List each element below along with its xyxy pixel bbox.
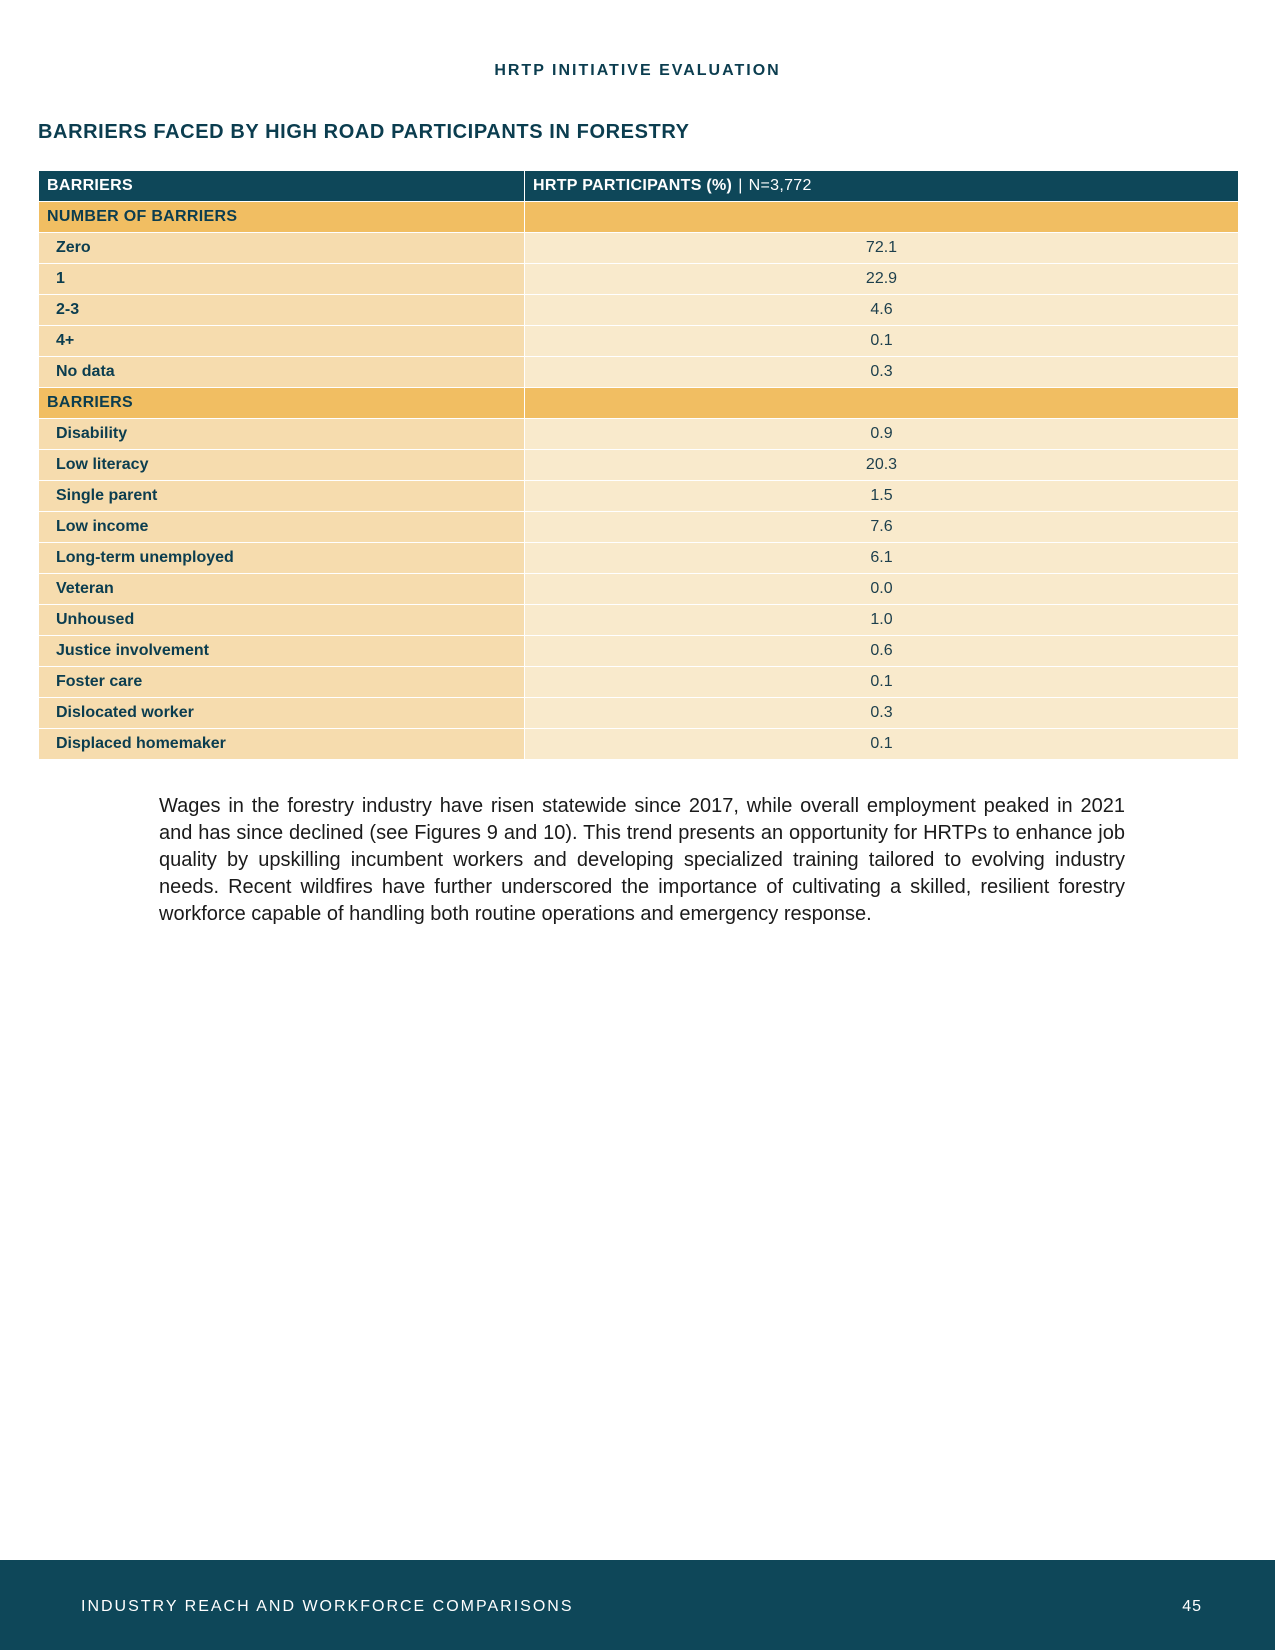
table-row bbox=[39, 481, 1239, 512]
table-row bbox=[39, 264, 1239, 295]
table-row bbox=[39, 512, 1239, 543]
participant-percentage: 72.1 bbox=[525, 233, 1239, 264]
participant-percentage: 0.0 bbox=[525, 574, 1239, 605]
page-number: 45 bbox=[1182, 1598, 1202, 1615]
barrier-label: No data bbox=[39, 357, 525, 388]
participant-percentage: 4.6 bbox=[525, 295, 1239, 326]
table-header bbox=[39, 171, 1239, 202]
participant-percentage: 0.9 bbox=[525, 419, 1239, 450]
participant-percentage: 0.6 bbox=[525, 636, 1239, 667]
barrier-label: 1 bbox=[39, 264, 525, 295]
participants-header-label: HRTP PARTICIPANTS (%) bbox=[533, 177, 733, 194]
running-header: HRTP INITIATIVE EVALUATION bbox=[494, 62, 781, 79]
barrier-label: Low income bbox=[39, 512, 525, 543]
barrier-label: Veteran bbox=[39, 574, 525, 605]
table-group-row bbox=[39, 202, 1239, 233]
participant-percentage: 0.1 bbox=[525, 326, 1239, 357]
participant-percentage: 22.9 bbox=[525, 264, 1239, 295]
group-label: BARRIERS bbox=[39, 388, 525, 419]
table-row bbox=[39, 450, 1239, 481]
table-row bbox=[39, 419, 1239, 450]
table-row bbox=[39, 729, 1239, 760]
barrier-label: Dislocated worker bbox=[39, 698, 525, 729]
table-row bbox=[39, 605, 1239, 636]
table-row bbox=[39, 233, 1239, 264]
group-empty-cell bbox=[525, 202, 1239, 233]
barrier-label: Disability bbox=[39, 419, 525, 450]
group-label: NUMBER OF BARRIERS bbox=[39, 202, 525, 233]
barrier-label: 4+ bbox=[39, 326, 525, 357]
participant-percentage: 0.3 bbox=[525, 698, 1239, 729]
table-row bbox=[39, 636, 1239, 667]
page-footer bbox=[0, 1560, 1275, 1650]
participant-percentage: 1.5 bbox=[525, 481, 1239, 512]
sample-size: N=3,772 bbox=[748, 177, 812, 194]
barriers-table bbox=[38, 170, 1239, 760]
footer-section-title: INDUSTRY REACH AND WORKFORCE COMPARISONS bbox=[81, 1598, 574, 1615]
table-row bbox=[39, 357, 1239, 388]
participant-percentage: 0.3 bbox=[525, 357, 1239, 388]
table-row bbox=[39, 667, 1239, 698]
table-row bbox=[39, 326, 1239, 357]
table-body bbox=[39, 202, 1239, 760]
table-row bbox=[39, 543, 1239, 574]
participant-percentage: 0.1 bbox=[525, 667, 1239, 698]
barrier-label: Single parent bbox=[39, 481, 525, 512]
participant-percentage: 6.1 bbox=[525, 543, 1239, 574]
group-empty-cell bbox=[525, 388, 1239, 419]
barriers-table-container bbox=[38, 170, 1238, 760]
participant-percentage: 0.1 bbox=[525, 729, 1239, 760]
column-header-participants bbox=[525, 171, 1239, 202]
table-group-row bbox=[39, 388, 1239, 419]
barrier-label: Unhoused bbox=[39, 605, 525, 636]
section-title: BARRIERS FACED BY HIGH ROAD PARTICIPANTS IN FORESTRY bbox=[38, 121, 690, 143]
barrier-label: Long-term unemployed bbox=[39, 543, 525, 574]
barrier-label: Justice involvement bbox=[39, 636, 525, 667]
table-row bbox=[39, 295, 1239, 326]
table-row bbox=[39, 574, 1239, 605]
header-separator: | bbox=[738, 177, 743, 194]
participant-percentage: 7.6 bbox=[525, 512, 1239, 543]
participant-percentage: 1.0 bbox=[525, 605, 1239, 636]
table-row bbox=[39, 698, 1239, 729]
barrier-label: Low literacy bbox=[39, 450, 525, 481]
barrier-label: Foster care bbox=[39, 667, 525, 698]
barrier-label: Displaced homemaker bbox=[39, 729, 525, 760]
column-header-barriers: BARRIERS bbox=[39, 171, 525, 202]
participant-percentage: 20.3 bbox=[525, 450, 1239, 481]
barrier-label: Zero bbox=[39, 233, 525, 264]
body-paragraph: Wages in the forestry industry have risen statewide since 2017, while overall employment peaked in 2021 and has since declined (see Figures 9 and 10). This trend presents an opportunity for HRTPs to enhance job quality by upskilling incumbent workers and developing specialized training tailored to evolving industry needs. Recent wildfires have further underscored the importance of cultivating a skilled, resilient forestry workforce capable of handling both routine operations and emergency response. bbox=[159, 795, 1125, 925]
barrier-label: 2-3 bbox=[39, 295, 525, 326]
